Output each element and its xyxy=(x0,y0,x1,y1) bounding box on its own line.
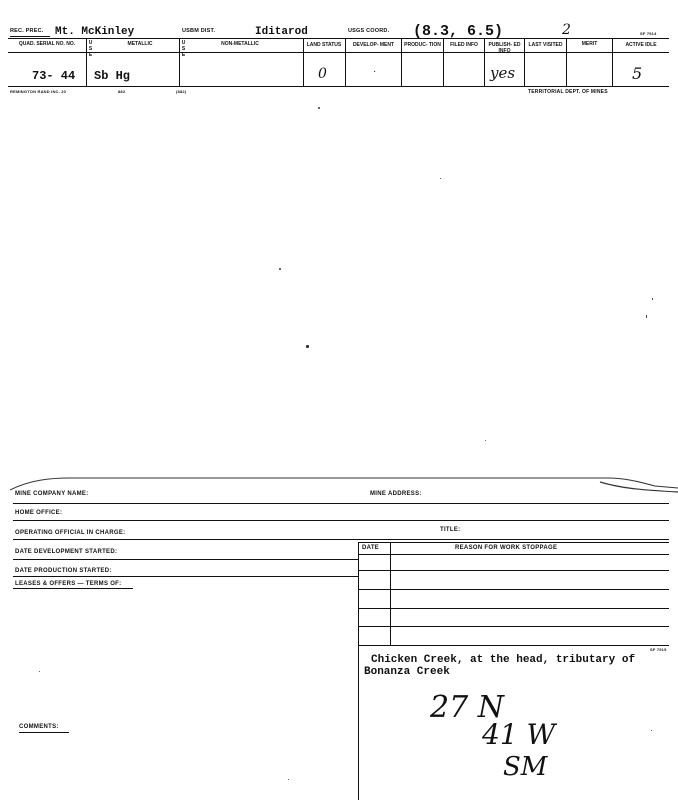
divider xyxy=(13,503,669,504)
date-col-label: DATE xyxy=(362,545,380,551)
row-published-info: yes xyxy=(490,64,516,82)
dot xyxy=(279,268,281,270)
usgs-coord-value: (8.3, 6.5) xyxy=(413,23,504,40)
divider xyxy=(13,539,669,540)
row-land-status: 0 xyxy=(318,66,327,82)
page-mark: 2 xyxy=(562,22,571,38)
divider xyxy=(86,38,87,86)
divider xyxy=(566,38,567,86)
divider xyxy=(358,626,669,627)
col-merit: MERIT xyxy=(581,41,598,47)
form-number: SF 7914 xyxy=(640,31,657,36)
agency-label: TERRITORIAL DEPT. OF MINES xyxy=(528,89,608,95)
col-use-2: U S E xyxy=(181,40,186,58)
divider xyxy=(358,645,669,646)
col-non-metallic: NON-METALLIC xyxy=(221,41,259,47)
divider xyxy=(13,559,358,560)
divider xyxy=(10,36,50,37)
divider xyxy=(401,38,402,86)
col-filed-info: FILED INFO xyxy=(450,42,478,48)
remarks-line-2: Bonanza Creek xyxy=(364,666,450,678)
card-edge-curve xyxy=(10,474,678,498)
divider xyxy=(19,732,69,733)
form-number-2: SF 7915 xyxy=(650,647,667,652)
col-last-visited: LAST VISITED xyxy=(528,42,563,48)
usgs-coord-label: USGS COORD. xyxy=(348,28,390,34)
col-land-status: LAND STATUS xyxy=(306,42,342,48)
handwritten-range: 41 W xyxy=(482,718,556,751)
rec-prec-label: REC. PREC. xyxy=(10,28,44,34)
divider xyxy=(443,38,444,86)
rec-prec-value: Mt. McKinley xyxy=(55,26,135,38)
col-development: DEVELOP- MENT xyxy=(352,42,395,48)
dot xyxy=(440,178,441,179)
col-use-1: U S E xyxy=(88,40,93,58)
divider xyxy=(13,520,669,521)
mine-company-name-label: MINE COMPANY NAME: xyxy=(15,491,89,497)
home-office-label: HOME OFFICE: xyxy=(15,510,63,516)
usbm-dist-value: Iditarod xyxy=(255,26,308,38)
dot xyxy=(646,315,647,318)
row-metallic: Sb Hg xyxy=(94,69,131,83)
code-2: (882) xyxy=(176,89,187,94)
row-active-idle: 5 xyxy=(632,64,643,83)
leases-label: LEASES & OFFERS — TERMS OF: xyxy=(15,581,122,587)
dot xyxy=(652,298,653,300)
dot xyxy=(39,671,40,672)
divider xyxy=(484,38,485,86)
divider xyxy=(358,554,669,555)
divider xyxy=(13,576,358,577)
col-metallic: METALLIC xyxy=(127,41,153,47)
col-active-idle: ACTIVE IDLE xyxy=(625,42,657,48)
col-published-info: PUBLISH- ED INFO xyxy=(488,42,521,54)
divider xyxy=(358,542,669,543)
divider xyxy=(358,589,669,590)
dot xyxy=(306,345,309,348)
date-dev-started-label: DATE DEVELOPMENT STARTED: xyxy=(15,549,118,555)
code-1: 882 xyxy=(118,89,126,94)
divider xyxy=(303,38,304,86)
col-quad-serial: QUAD. SERIAL NO. NO. xyxy=(18,41,76,47)
divider xyxy=(524,38,525,86)
divider xyxy=(390,542,391,645)
divider xyxy=(13,588,133,589)
header-mid-rule xyxy=(8,52,669,53)
col-production: PRODUC- TION xyxy=(404,42,441,48)
handwritten-meridian: SM xyxy=(503,752,548,782)
dot xyxy=(485,440,486,441)
dot xyxy=(318,107,320,109)
usbm-dist-label: USBM DIST. xyxy=(182,28,216,34)
divider xyxy=(179,38,180,86)
handwritten-township: 27 N xyxy=(430,690,504,725)
dot xyxy=(651,730,652,731)
comments-label: COMMENTS: xyxy=(19,724,59,730)
divider xyxy=(358,570,669,571)
divider xyxy=(345,38,346,86)
divider xyxy=(612,38,613,86)
divider xyxy=(358,608,669,609)
remarks-line-1: Chicken Creek, at the head, tributary of xyxy=(371,654,636,666)
divider xyxy=(358,542,359,800)
header-bottom-rule xyxy=(8,86,669,87)
title-label: TITLE: xyxy=(440,527,461,533)
row-quad-serial: 73- 44 xyxy=(32,69,76,83)
date-prod-started-label: DATE PRODUCTION STARTED: xyxy=(15,568,112,574)
reason-col-label: REASON FOR WORK STOPPAGE xyxy=(455,545,558,551)
header-top-rule xyxy=(8,38,669,39)
mine-address-label: MINE ADDRESS: xyxy=(370,491,422,497)
printer-label: REMINGTON RAND INC. 20 xyxy=(10,89,67,94)
dot xyxy=(288,779,289,780)
operating-official-label: OPERATING OFFICIAL IN CHARGE: xyxy=(15,530,126,536)
row-development: · xyxy=(373,66,377,77)
